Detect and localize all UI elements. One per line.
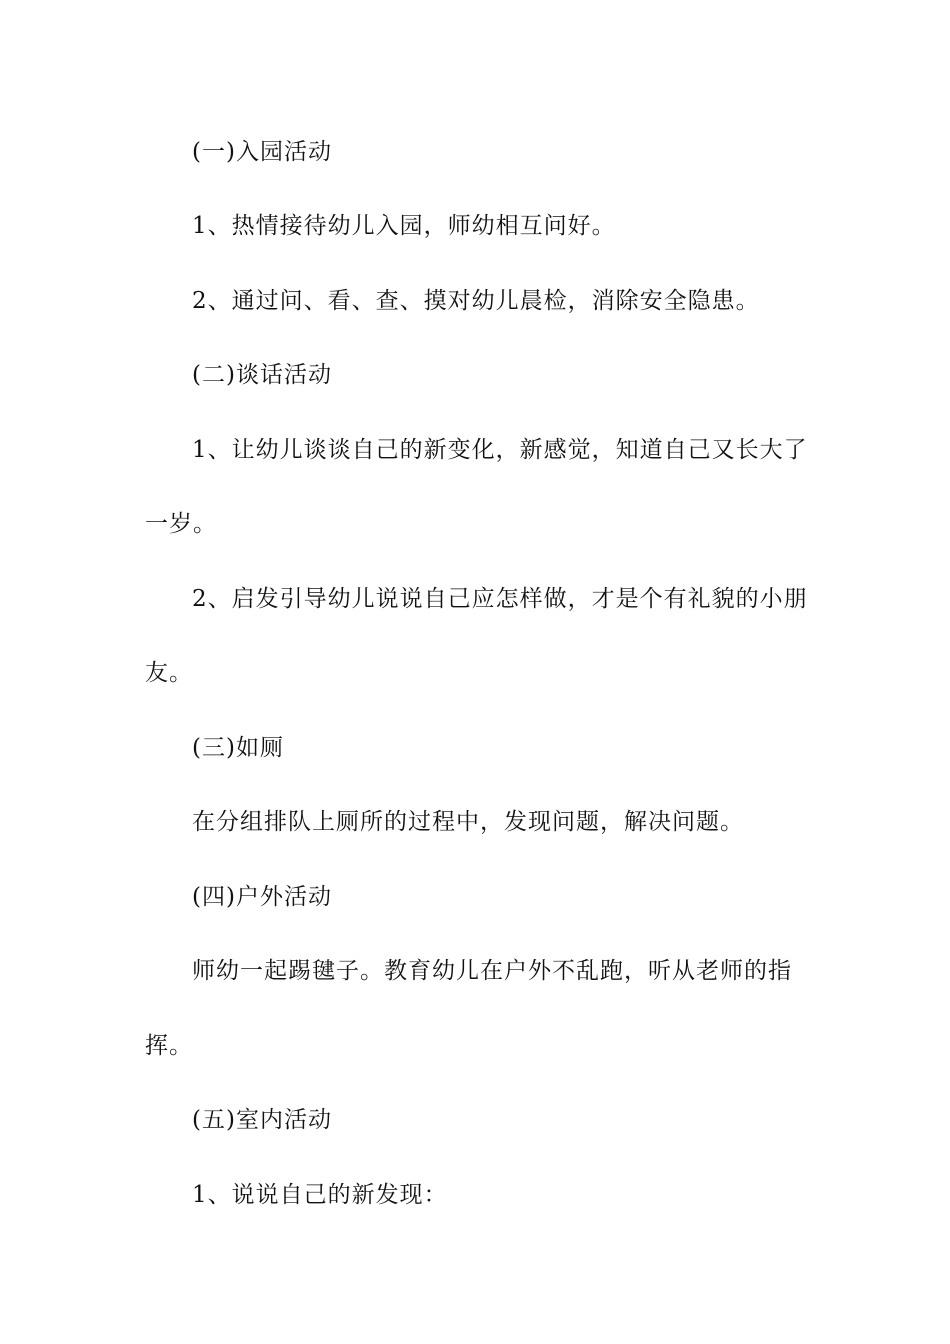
paragraph-line: 1、让幼儿谈谈自己的新变化，新感觉，知道自己又长大了	[192, 437, 808, 463]
paragraph-line: 2、启发引导幼儿说说自己应怎样做，才是个有礼貌的小朋	[192, 586, 808, 612]
paragraph-line-continuation: 友。	[145, 660, 193, 686]
section-heading-toilet: (三)如厕	[192, 735, 284, 761]
paragraph-line-continuation: 一岁。	[145, 511, 217, 537]
paragraph-line: 师幼一起踢毽子。教育幼儿在户外不乱跑，听从老师的指	[192, 958, 792, 984]
section-heading-indoor: (五)室内活动	[192, 1107, 332, 1133]
paragraph-line: 1、热情接待幼儿入园，师幼相互问好。	[192, 213, 616, 239]
section-heading-conversation: (二)谈话活动	[192, 362, 332, 388]
paragraph-line: 1、说说自己的新发现：	[192, 1182, 448, 1208]
paragraph-line-continuation: 挥。	[145, 1033, 193, 1059]
section-heading-arrival: (一)入园活动	[192, 139, 332, 165]
paragraph-line: 2、通过问、看、查、摸对幼儿晨检，消除安全隐患。	[192, 288, 760, 314]
section-heading-outdoor: (四)户外活动	[192, 884, 332, 910]
paragraph-line: 在分组排队上厕所的过程中，发现问题，解决问题。	[192, 809, 744, 835]
